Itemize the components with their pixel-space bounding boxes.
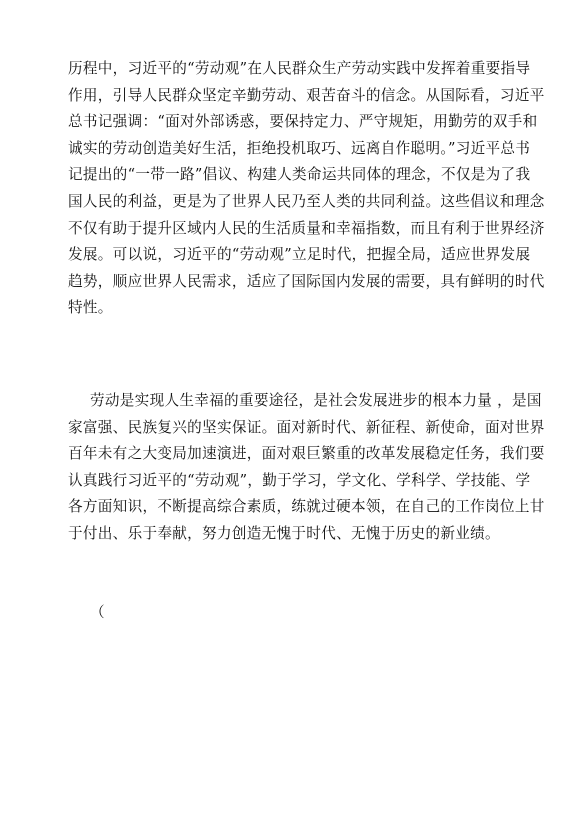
paragraph-2-line: 各方面知识，不断提高综合素质，练就过硬本领，在自己的工作岗位上甘: [68, 498, 545, 516]
paragraph-1-line: 不仅有助于提升区域内人民的生活质量和幸福指数，而且有利于世界经济: [68, 219, 545, 237]
paragraph-2-line: 认真践行习近平的“劳动观”，勤于学习，学文化、学科学、学技能、学: [68, 471, 531, 489]
paragraph-2-line: 劳动是实现人生幸福的重要途径，是社会发展进步的根本力量 ，是国: [90, 392, 542, 409]
paragraph-1-line: 趋势，顺应世界人民需求，适应了国际国内发展的需要，具有鲜明的时代: [68, 272, 545, 290]
paragraph-2-line: 于付出、乐于奉献，努力创造无愧于时代、无愧于历史的新业绩。: [68, 524, 500, 542]
paragraph-1-line: 发展。可以说，习近平的“劳动观”立足时代，把握全局，适应世界发展: [68, 246, 531, 264]
paragraph-2: [68, 388, 545, 548]
paragraph-1-line: 诚实的劳动创造美好生活，拒绝投机取巧、远离自作聪明。”习近平总书: [68, 139, 531, 157]
paragraph-1-line: 国人民的利益，更是为了世界人民乃至人类的共同利益。这些倡议和理念: [68, 192, 545, 210]
paragraph-3: [68, 600, 512, 627]
paragraph-1: [68, 56, 545, 322]
paragraph-3-line: （: [90, 604, 105, 621]
paragraph-2-line: 家富强、民族复兴的坚实保证。面对新时代、新征程、新使命，面对世界: [68, 418, 545, 436]
paragraph-1-line: 记提出的“一带一路”倡议、构建人类命运共同体的理念，不仅是为了我: [68, 166, 531, 184]
paragraph-1-line: 作用，引导人民群众坚定辛勤劳动、艰苦奋斗的信念。从国际看，习近平: [68, 86, 545, 104]
paragraph-1-line: 总书记强调：“面对外部诱惑，要保持定力、严守规矩，用勤劳的双手和: [68, 113, 538, 131]
paragraph-2-line: 百年未有之大变局加速演进，面对艰巨繁重的改革发展稳定任务，我们要: [68, 445, 545, 463]
paragraph-1-line: 历程中，习近平的“劳动观”在人民群众生产劳动实践中发挥着重要指导: [68, 60, 531, 77]
paragraph-1-line: 特性。: [68, 299, 113, 317]
